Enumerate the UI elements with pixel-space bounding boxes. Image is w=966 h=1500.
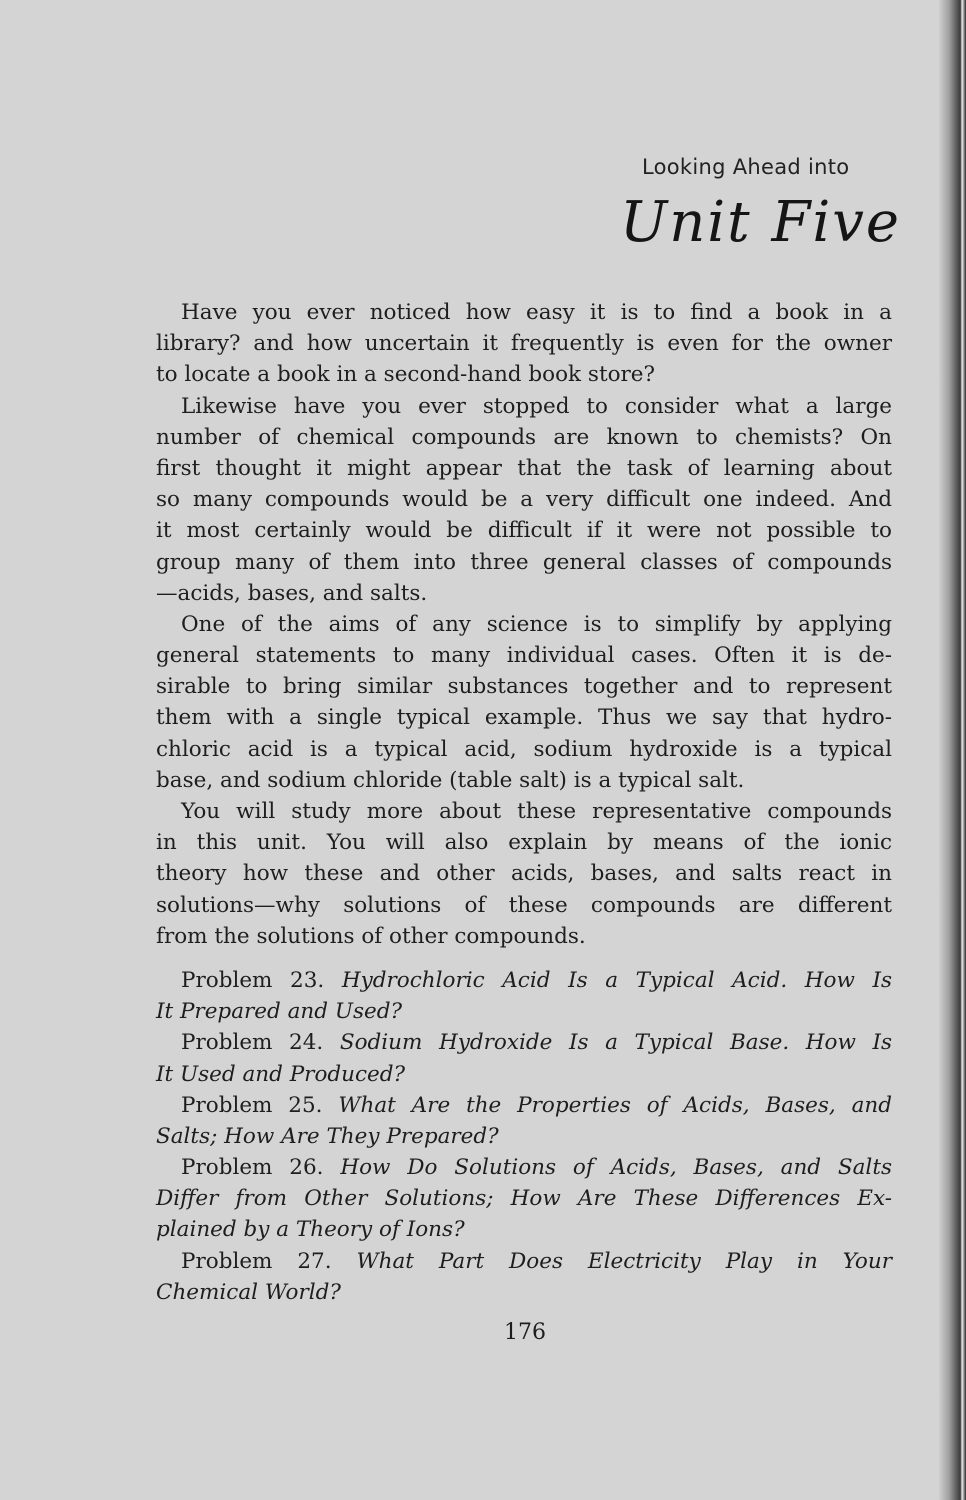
problem-line — [156, 1183, 892, 1214]
text-line: them with a single typical example. Thus we say that hydro- — [156, 705, 892, 731]
problem-line — [156, 1277, 892, 1308]
text-line: base, and sodium chloride (table salt) is a typical salt. — [156, 767, 745, 793]
text-line: general statements to many individual cases. Often it is de- — [156, 643, 892, 669]
text-line: solutions—why solutions of these compounds are different — [156, 892, 892, 918]
section-kicker: Looking Ahead into — [642, 155, 850, 179]
problem-item — [156, 1027, 892, 1089]
problem-line — [156, 1246, 892, 1277]
problem-label: Problem 24. — [181, 1030, 324, 1056]
problem-label: Problem 25. — [181, 1092, 323, 1118]
text-line: sirable to bring similar substances together and to represent — [156, 674, 892, 700]
problem-item — [156, 1090, 892, 1152]
paragraph — [156, 609, 892, 796]
problem-title: Chemical World? — [156, 1279, 341, 1305]
text-line: number of chemical compounds are known to chemists? On — [156, 424, 892, 450]
problem-label: Problem 23. — [181, 967, 325, 993]
problem-item — [156, 965, 892, 1027]
page-number: 176 — [504, 1320, 546, 1345]
paragraph — [156, 796, 892, 952]
problem-line — [156, 1059, 892, 1090]
body-text — [156, 297, 892, 1308]
problem-title: It Used and Produced? — [156, 1061, 406, 1087]
unit-title: Unit Five — [620, 190, 902, 255]
text-line: Have you ever noticed how easy it is to find a book in a — [181, 300, 892, 325]
problem-list — [156, 965, 892, 1308]
problem-title: Sodium Hydroxide Is a Typical Base. How Is — [339, 1030, 892, 1056]
problem-title: Salts; How Are They Prepared? — [156, 1123, 499, 1149]
problem-label: Problem 26. — [181, 1155, 324, 1181]
paragraph — [156, 297, 892, 391]
problem-line — [156, 1027, 892, 1058]
text-line: group many of them into three general classes of compounds — [156, 549, 892, 575]
problem-line — [156, 1121, 892, 1152]
text-line: from the solutions of other compounds. — [156, 923, 586, 949]
text-line: One of the aims of any science is to simplify by applying — [181, 611, 892, 637]
text-line: Likewise have you ever stopped to consider what a large — [181, 393, 892, 419]
text-line: chloric acid is a typical acid, sodium hydroxide is a typical — [156, 736, 892, 762]
text-line: first thought it might appear that the task of learning about — [156, 455, 892, 481]
paragraph — [156, 391, 892, 609]
text-line: so many compounds would be a very difficult one indeed. And — [156, 487, 892, 513]
problem-line — [156, 1214, 892, 1245]
problem-item — [156, 1152, 892, 1246]
problem-title: How Do Solutions of Acids, Bases, and Salts — [340, 1155, 892, 1181]
problem-title: What Are the Properties of Acids, Bases, and — [338, 1092, 892, 1118]
text-line: it most certainly would be difficult if it were not possible to — [156, 518, 892, 544]
text-line: library? and how uncertain it frequently is even for the owner — [156, 331, 892, 357]
intro-paragraphs — [156, 297, 892, 952]
problem-title: It Prepared and Used? — [156, 999, 403, 1025]
problem-line — [156, 1090, 892, 1121]
text-line: theory how these and other acids, bases, and salts react in — [156, 861, 892, 887]
problem-line — [156, 1152, 892, 1183]
text-line: in this unit. You will also explain by means of the ionic — [156, 830, 892, 856]
problem-item — [156, 1246, 892, 1308]
problem-label: Problem 27. — [181, 1248, 332, 1274]
page-gutter-shadow — [938, 0, 966, 1500]
text-line: You will study more about these representative compounds — [181, 799, 892, 824]
text-line: —acids, bases, and salts. — [156, 580, 428, 606]
problem-title: Differ from Other Solutions; How Are These Differences Ex- — [156, 1186, 892, 1212]
text-line: to locate a book in a second-hand book store? — [156, 362, 656, 388]
problem-line — [156, 996, 892, 1027]
problem-title: Hydrochloric Acid Is a Typical Acid. How Is — [341, 967, 893, 993]
problem-line — [156, 965, 892, 996]
problem-title: What Part Does Electricity Play in Your — [356, 1248, 893, 1274]
problem-title: plained by a Theory of Ions? — [156, 1217, 465, 1243]
